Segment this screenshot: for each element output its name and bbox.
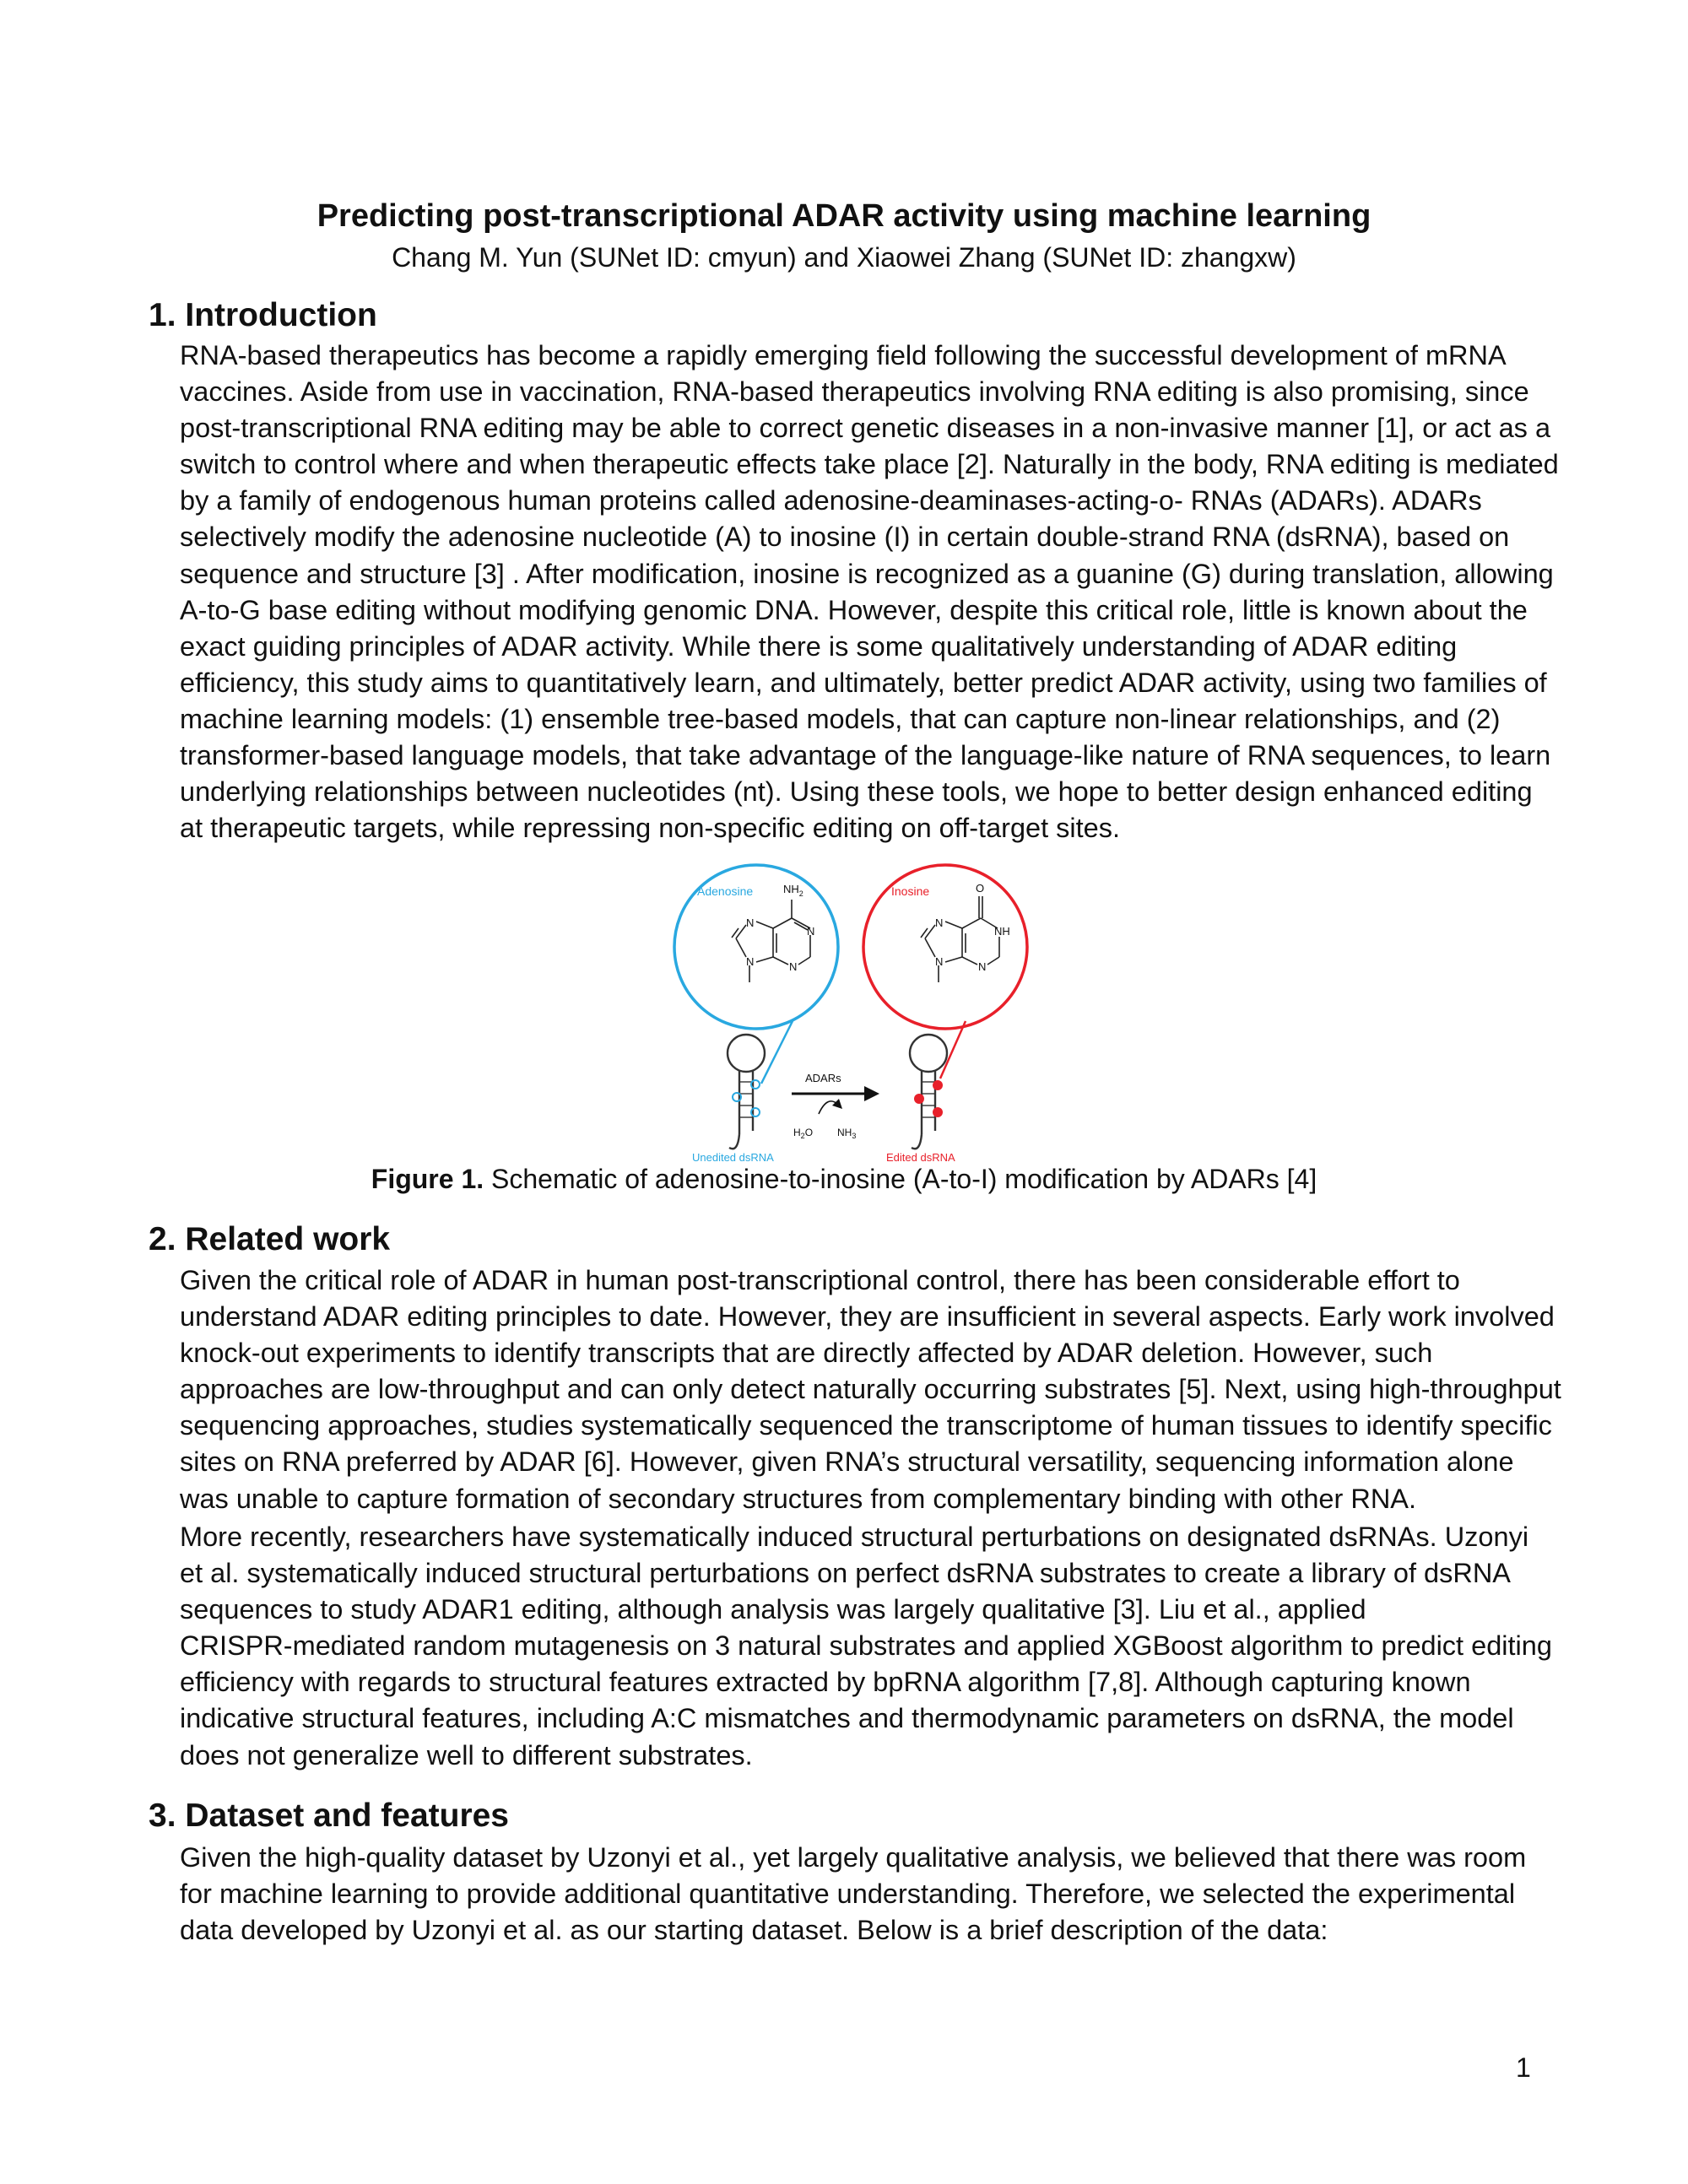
- inosine-site: [933, 1107, 943, 1117]
- caption-label: Figure 1.: [371, 1164, 484, 1194]
- text-line: sites on RNA preferred by ADAR [6]. However, given RNA’s structural versatility, sequencing information alone: [180, 1446, 1514, 1478]
- unedited-label: Unedited dsRNA: [692, 1151, 774, 1164]
- enzyme-label: ADARs: [805, 1072, 841, 1084]
- water-label: $H_2O$: [793, 1127, 814, 1140]
- inosine-label: Inosine: [891, 884, 930, 898]
- text-line: et al. systematically induced structural perturbations on perfect dsRNA substrates to create a library of dsRNA: [180, 1558, 1511, 1589]
- text-line: RNA-based therapeutics has become a rapidly emerging field following the successful development of mRNA: [180, 340, 1507, 370]
- arrow-head: [864, 1086, 879, 1101]
- text-line: at therapeutic targets, while repressing non-specific editing on off-target sites.: [180, 813, 1121, 844]
- section-heading-introduction: 1. Introduction: [149, 297, 377, 333]
- page-number: 1: [1516, 2052, 1531, 2083]
- ammonia-label: $NH_3$: [837, 1127, 857, 1140]
- text-line: was unable to capture formation of secondary structures from complementary binding with other RNA.: [180, 1483, 1416, 1514]
- caption-text: Schematic of adenosine-to-inosine (A-to-I) modification by ADARs [4]: [484, 1164, 1317, 1194]
- adenine-structure: [732, 900, 810, 982]
- inosine-circle: [863, 865, 1027, 1029]
- text-line: post-transcriptional RNA editing may be able to correct genetic diseases in a non-invasive manner [1], or act as a: [180, 413, 1551, 444]
- figure-caption: [0, 1161, 1688, 1197]
- author-line: Chang M. Yun (SUNet ID: cmyun) and Xiaowei Zhang (SUNet ID: zhangxw): [392, 242, 1296, 273]
- section-heading-dataset: 3. Dataset and features: [149, 1797, 510, 1834]
- text-line: approaches are low-throughput and can only detect naturally occurring substrates [5]. Next, using high-throughput: [180, 1374, 1561, 1405]
- text-line: sequences to study ADAR1 editing, although analysis was largely qualitative [3]. Liu et al., applied: [180, 1594, 1366, 1625]
- nitrogen-atom: N: [935, 916, 944, 929]
- text-line: machine learning models: (1) ensemble tree-based models, that can capture non-linear relationships, and (2): [180, 703, 1501, 734]
- section-heading-related-work: 2. Related work: [149, 1221, 391, 1257]
- text-line: efficiency, this study aims to quantitatively learn, and ultimately, better predict ADAR activity, using two families of: [180, 667, 1547, 698]
- text-line: exact guiding principles of ADAR activity. While there is some qualitatively understanding of ADAR editing: [180, 630, 1458, 662]
- nitrogen-atom: N: [978, 960, 987, 973]
- text-line: for machine learning to provide additional quantitative understanding. Therefore, we selected the experimental: [180, 1879, 1516, 1910]
- nitrogen-atom: N: [746, 916, 755, 929]
- text-line: understand ADAR editing principles to date. However, they are insufficient in several aspects. Early work involved: [180, 1301, 1555, 1333]
- nitrogen-atom: N: [807, 925, 815, 938]
- nh-group: NH: [994, 925, 1010, 938]
- unedited-sites: [733, 1080, 760, 1116]
- unedited-hairpin: [728, 1035, 765, 1149]
- adenosine-label: Adenosine: [697, 884, 754, 898]
- figure-adar-schematic: [658, 857, 1030, 1171]
- text-line: sequencing approaches, studies systematically sequenced the transcriptome of human tissues to identify specific: [180, 1410, 1552, 1441]
- text-line: switch to control where and when therapeutic effects take place [2]. Naturally in the body, RNA editing is mediated: [180, 449, 1559, 480]
- inosine-site: [914, 1094, 924, 1104]
- text-line: indicative structural features, including A:C mismatches and thermodynamic parameters on dsRNA, the model: [180, 1703, 1514, 1734]
- side-arrow: [819, 1101, 837, 1114]
- text-line: underlying relationships between nucleotides (nt). Using these tools, we hope to better design enhanced editing: [180, 776, 1533, 808]
- nitrogen-atom: N: [935, 955, 944, 968]
- nh2-group: $NH_2$: [783, 883, 803, 898]
- nitrogen-atom: N: [746, 955, 755, 968]
- text-line: transformer-based language models, that take advantage of the language-like nature of RNA sequences, to learn: [180, 740, 1551, 771]
- text-line: by a family of endogenous human proteins called adenosine-deaminases-acting-o- RNAs (ADARs). ADARs: [180, 485, 1482, 516]
- nitrogen-atom: N: [789, 960, 798, 973]
- text-line: does not generalize well to different substrates.: [180, 1739, 753, 1770]
- edited-hairpin: [910, 1035, 947, 1149]
- oxygen-atom: O: [976, 882, 985, 895]
- introduction-paragraph: [149, 338, 1559, 846]
- related-work-paragraph-2: [149, 1519, 1550, 1774]
- dataset-paragraph: [149, 1840, 1550, 1949]
- inosine-site: [933, 1080, 943, 1090]
- text-line: More recently, researchers have systematically induced structural perturbations on designated dsRNAs. Uzonyi: [180, 1522, 1529, 1552]
- text-line: efficiency with regards to structural features extracted by bpRNA algorithm [7,8]. Although capturing known: [180, 1667, 1471, 1698]
- edited-label: Edited dsRNA: [886, 1151, 955, 1164]
- text-line: knock-out experiments to identify transcripts that are directly affected by ADAR deletion. However, such: [180, 1338, 1433, 1369]
- text-line: data developed by Uzonyi et al. as our starting dataset. Below is a brief description of the data:: [180, 1915, 1328, 1946]
- paper-title: Predicting post-transcriptional ADAR activity using machine learning: [316, 198, 1372, 234]
- hypoxanthine-structure: [921, 896, 999, 982]
- related-work-paragraph-1: [149, 1262, 1561, 1517]
- text-line: CRISPR-mediated random mutagenesis on 3 natural substrates and applied XGBoost algorithm to predict editing: [180, 1630, 1552, 1662]
- edited-sites: [914, 1080, 943, 1117]
- side-arrow-head: [832, 1099, 842, 1109]
- text-line: sequence and structure [3] . After modification, inosine is recognized as a guanine (G) during translation, allowing: [180, 558, 1554, 589]
- text-line: Given the critical role of ADAR in human post-transcriptional control, there has been considerable effort to: [180, 1265, 1460, 1295]
- text-line: vaccines. Aside from use in vaccination, RNA-based therapeutics involving RNA editing is also promising, since: [180, 376, 1529, 408]
- text-line: selectively modify the adenosine nucleotide (A) to inosine (I) in certain double-strand RNA (dsRNA), based on: [180, 522, 1510, 553]
- text-line: A-to-G base editing without modifying genomic DNA. However, despite this critical role, little is known about the: [180, 594, 1528, 625]
- text-line: Given the high-quality dataset by Uzonyi et al., yet largely qualitative analysis, we believed that there was room: [180, 1842, 1527, 1873]
